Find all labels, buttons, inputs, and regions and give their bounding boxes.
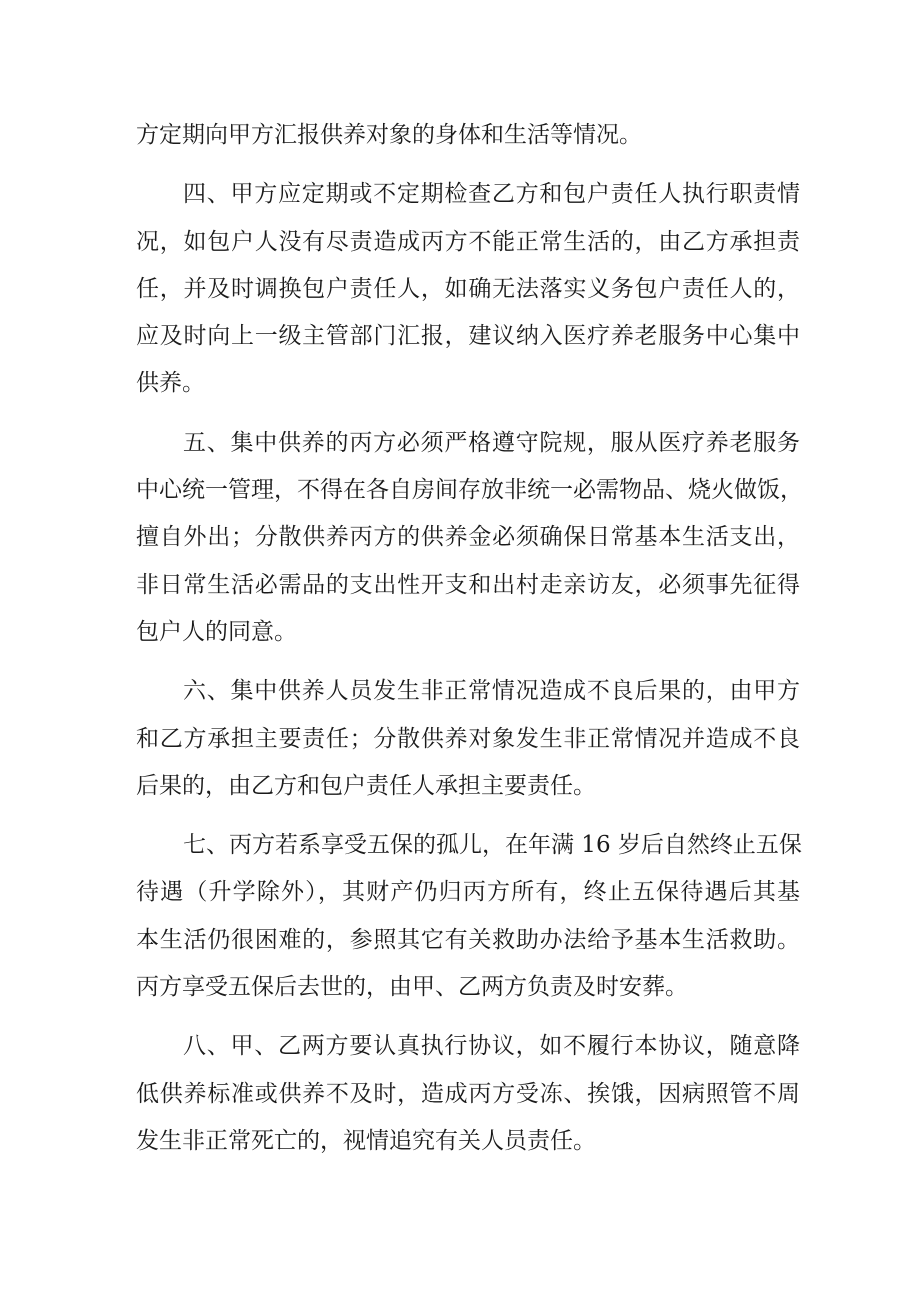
paragraph-line: 八、甲、乙两方要认真执行协议，如不履行本协议，随意降	[183, 1033, 800, 1060]
paragraph-line: 供养。	[136, 370, 205, 397]
paragraph-line: 待遇（升学除外），其财产仍归丙方所有，终止五保待遇后其基	[136, 879, 800, 906]
paragraph-clause-8	[136, 1023, 800, 1165]
paragraph-line: 况，如包户人没有尽责造成丙方不能正常生活的，由乙方承担责	[136, 228, 800, 255]
paragraph-line: 擅自外出；分散供养丙方的供养金必须确保日常基本生活支出，	[136, 524, 800, 551]
paragraph-line: 低供养标准或供养不及时，造成丙方受冻、挨饿，因病照管不周	[136, 1080, 800, 1107]
paragraph-line: 七、丙方若系享受五保的孤儿，在年满 16 岁后自然终止五保	[183, 832, 802, 859]
paragraph-line: 包户人的同意。	[136, 618, 297, 645]
paragraph-line: 六、集中供养人员发生非正常情况造成不良后果的，由甲方	[183, 678, 800, 705]
paragraph-line: 丙方享受五保后去世的，由甲、乙两方负责及时安葬。	[136, 974, 688, 1001]
paragraph-line: 应及时向上一级主管部门汇报，建议纳入医疗养老服务中心集中	[136, 323, 800, 350]
document-body	[136, 112, 803, 1165]
paragraph-line: 后果的，由乙方和包户责任人承担主要责任。	[136, 772, 596, 799]
paragraph-clause-7	[136, 822, 800, 1011]
paragraph-line: 和乙方承担主要责任；分散供养对象发生非正常情况并造成不良	[136, 725, 800, 752]
paragraph-clause-5	[136, 420, 803, 656]
paragraph-line: 五、集中供养的丙方必须严格遵守院规，服从医疗养老服务	[183, 429, 800, 456]
paragraph-line: 非日常生活必需品的支出性开支和出村走亲访友，必须事先征得	[136, 571, 800, 598]
paragraph-line: 四、甲方应定期或不定期检查乙方和包户责任人执行职责情	[183, 181, 800, 208]
paragraph-clause-6	[136, 668, 800, 810]
paragraph-line: 任，并及时调换包户责任人，如确无法落实义务包户责任人的，	[136, 275, 800, 302]
paragraph-clause-4	[136, 171, 800, 407]
paragraph-continuation	[136, 112, 800, 159]
paragraph-line: 发生非正常死亡的，视情追究有关人员责任。	[136, 1127, 596, 1154]
paragraph-line: 中心统一管理，不得在各自房间存放非统一必需物品、烧火做饭，	[136, 477, 803, 504]
paragraph-line: 本生活仍很困难的，参照其它有关救助办法给予基本生活救助。	[136, 926, 800, 953]
paragraph-line: 方定期向甲方汇报供养对象的身体和生活等情况。	[136, 122, 642, 148]
